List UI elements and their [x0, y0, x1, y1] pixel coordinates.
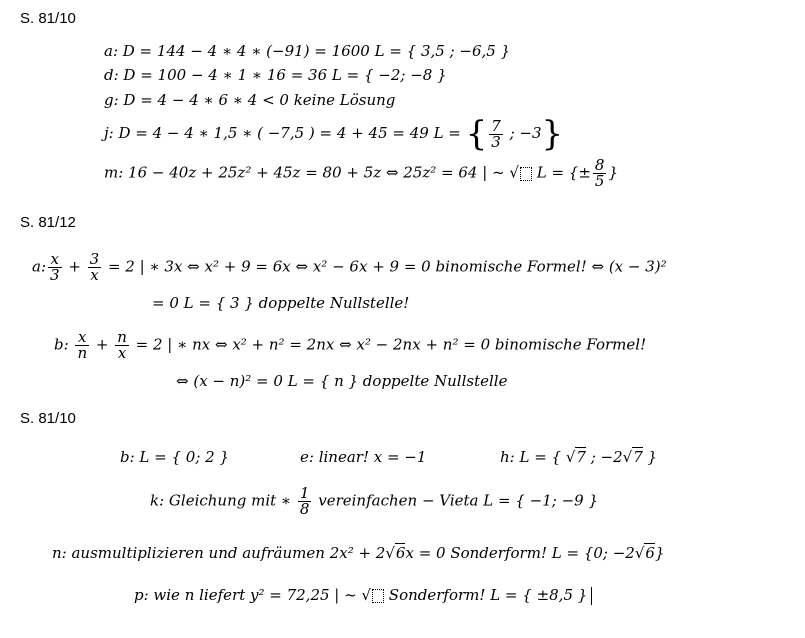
fraction-denominator: 8 [299, 500, 310, 518]
equation-3n-mid: x = 0 Sonderform! L = {0; −2√ [405, 544, 645, 562]
brace-close: } [541, 114, 564, 154]
equation-a: a: D = 144 − 4 ∗ 4 ∗ (−91) = 1600 L = { 3,5 ; −6,5 } [104, 42, 511, 60]
equation-12a: a: $\frac{x}{3}$ + $\frac{3}{x}$ = 2 | ∗ 3x ⇔ x² + 9 = 6x ⇔ x² − 6x + 9 = 0 binomische Formel! ⇔ (x − 3)² [32, 250, 667, 284]
label-a: a: [32, 257, 46, 276]
equation-12b-line2: ⇔ (x − n)² = 0 L = { n } doppelte Nullstelle [176, 372, 508, 390]
fraction-x-n [75, 330, 89, 361]
section-header-3: S. 81/10 [20, 410, 76, 427]
equation-j [104, 114, 563, 154]
equation-3b: b: L = { 0; 2 } [120, 448, 230, 466]
fraction-denominator: x [115, 345, 129, 361]
fraction-numerator: 1 [299, 484, 310, 502]
equation-m [104, 158, 618, 189]
fraction-numerator: x [78, 328, 87, 346]
radicand: 7 [633, 448, 643, 466]
equation-3k [150, 486, 598, 517]
equation-m-end: } [608, 163, 619, 182]
fraction-3-x [88, 252, 102, 283]
equation-3n-pre: n: ausmultiplizieren und aufräumen 2x² + 2√ [52, 544, 395, 562]
equation-m-left: m: 16 − 40z + 25z² + 45z = 80 + 5z ⇔ 25z² = 64 | ~ √ [104, 163, 519, 182]
section-header-2: S. 81/12 [20, 214, 76, 231]
fraction-numerator: 7 [491, 116, 501, 135]
equation-3p-post: Sonderform! L = { ±8,5 } [384, 586, 588, 604]
brace-open: { [465, 114, 488, 154]
radicand: 6 [395, 544, 406, 562]
equation-3p [134, 586, 592, 605]
section-header-1: S. 81/10 [20, 10, 76, 27]
fraction-numerator: x [50, 250, 59, 268]
equation-d: d: D = 100 − 4 ∗ 1 ∗ 16 = 36 L = { −2; −8 } [104, 66, 447, 84]
fraction-denominator: x [88, 267, 102, 283]
equation-m-mid: L = {± [531, 163, 591, 182]
equation-3h [500, 448, 657, 466]
radicand: 7 [576, 448, 586, 466]
placeholder-box-icon [520, 167, 532, 181]
label-b: b: [54, 335, 74, 354]
fraction-x-3 [48, 252, 62, 283]
equation-12a-line2: = 0 L = { 3 } doppelte Nullstelle! [152, 294, 410, 312]
fraction-8-5 [593, 158, 607, 189]
fraction-denominator: 5 [594, 172, 605, 190]
equation-j-right: ; −3 [504, 124, 542, 142]
equation-j-left: j: D = 4 − 4 ∗ 1,5 ∗ ( −7,5 ) = 4 + 45 = 49 L = [104, 124, 466, 142]
equation-12a-rest: = 2 | ∗ 3x ⇔ x² + 9 = 6x ⇔ x² − 6x + 9 = 0 binomische Formel! ⇔ (x − 3)² [103, 257, 667, 276]
text-cursor [591, 587, 592, 605]
equation-3k-pre: k: Gleichung mit ∗ [150, 491, 296, 510]
equation-g: g: D = 4 − 4 ∗ 6 ∗ 4 < 0 keine Lösung [104, 91, 396, 109]
equation-3h-mid: ; −2√ [585, 448, 633, 466]
equation-3p-pre: p: wie n liefert y² = 72,25 | ~ √ [134, 586, 372, 604]
fraction-numerator: 8 [594, 156, 605, 174]
fraction-denominator: 3 [491, 132, 501, 151]
equation-3h-pre: h: L = { √ [500, 448, 576, 466]
equation-3n [52, 544, 664, 562]
radicand: 6 [645, 544, 655, 562]
placeholder-box-icon [372, 589, 384, 603]
fraction-7-3 [489, 116, 503, 151]
fraction-numerator: n [117, 328, 127, 346]
equation-3h-end: } [642, 448, 658, 466]
fraction-n-x [115, 330, 129, 361]
fraction-1-8 [298, 486, 312, 517]
fraction-denominator: 3 [50, 266, 60, 284]
equation-12b-rest: = 2 | ∗ nx ⇔ x² + n² = 2nx ⇔ x² − 2nx + n² = 0 binomische Formel! [130, 335, 647, 354]
fraction-numerator: 3 [89, 250, 100, 268]
equation-3k-post: vereinfachen − Vieta L = { −1; −9 } [313, 491, 598, 510]
equation-12b: b: $\frac{x}{n}$ + $\frac{n}{x}$ = 2 | ∗ nx ⇔ x² + n² = 2nx ⇔ x² − 2nx + n² = 0 binomische Formel! [54, 328, 647, 362]
equation-3n-end: } [654, 544, 665, 562]
fraction-denominator: n [77, 344, 88, 362]
equation-3e: e: linear! x = −1 [300, 448, 427, 466]
